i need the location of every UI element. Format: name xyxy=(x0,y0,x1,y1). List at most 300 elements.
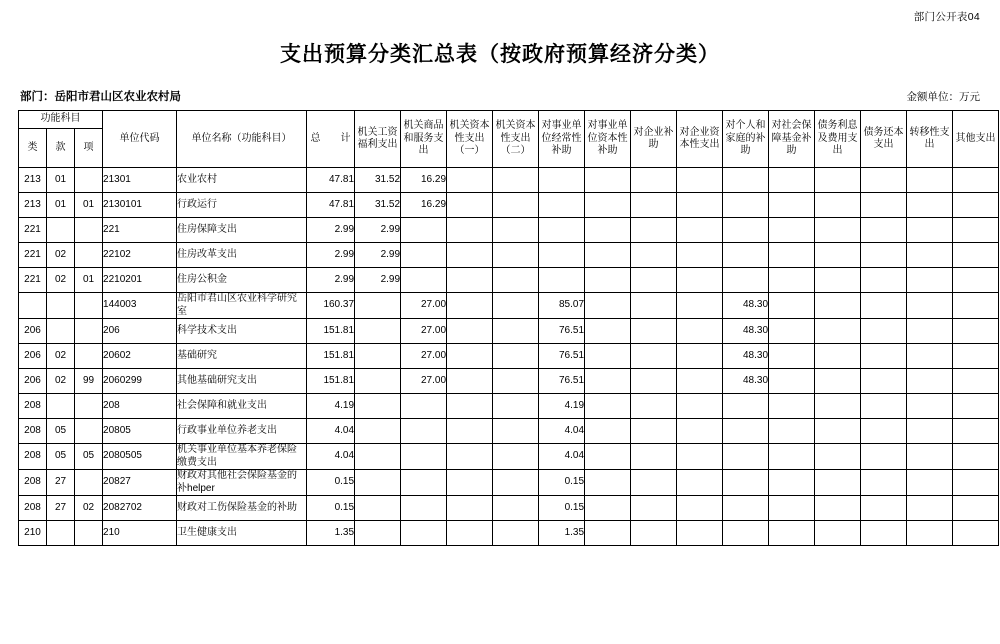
cell-value-8 xyxy=(723,419,769,444)
cell-value-10 xyxy=(815,268,861,293)
cell-value-0 xyxy=(355,444,401,470)
cell-value-6 xyxy=(631,419,677,444)
header-group-functional: 功能科目 xyxy=(19,111,103,129)
cell-value-13 xyxy=(953,419,999,444)
cell-value-3 xyxy=(493,344,539,369)
cell-value-12 xyxy=(907,496,953,521)
header-col-11: 债务还本支出 xyxy=(861,111,907,168)
cell-kuan xyxy=(47,319,75,344)
header-col-5: 对事业单位资本性补助 xyxy=(585,111,631,168)
cell-value-2 xyxy=(447,218,493,243)
cell-value-9 xyxy=(769,168,815,193)
cell-unit-code: 2080505 xyxy=(103,444,177,470)
meta-row xyxy=(18,88,982,104)
table-row xyxy=(19,444,999,470)
cell-total: 47.81 xyxy=(307,193,355,218)
cell-value-3 xyxy=(493,293,539,319)
cell-value-6 xyxy=(631,369,677,394)
cell-unit-code: 208 xyxy=(103,394,177,419)
cell-value-10 xyxy=(815,521,861,546)
cell-lei: 208 xyxy=(19,444,47,470)
cell-xiang xyxy=(75,243,103,268)
cell-value-10 xyxy=(815,419,861,444)
cell-value-11 xyxy=(861,243,907,268)
cell-value-13 xyxy=(953,470,999,496)
cell-xiang xyxy=(75,470,103,496)
cell-lei: 208 xyxy=(19,470,47,496)
cell-value-7 xyxy=(677,444,723,470)
cell-value-7 xyxy=(677,319,723,344)
header-unit-code: 单位代码 xyxy=(103,111,177,168)
cell-unit-name: 社会保障和就业支出 xyxy=(177,394,307,419)
cell-total: 4.04 xyxy=(307,444,355,470)
cell-value-10 xyxy=(815,369,861,394)
cell-value-11 xyxy=(861,344,907,369)
cell-value-10 xyxy=(815,444,861,470)
cell-value-1: 27.00 xyxy=(401,369,447,394)
header-col-6: 对企业补助 xyxy=(631,111,677,168)
cell-lei: 221 xyxy=(19,268,47,293)
cell-xiang xyxy=(75,319,103,344)
cell-value-7 xyxy=(677,470,723,496)
cell-xiang xyxy=(75,521,103,546)
cell-value-11 xyxy=(861,293,907,319)
cell-value-12 xyxy=(907,268,953,293)
cell-kuan: 01 xyxy=(47,168,75,193)
header-col-0: 机关工资福利支出 xyxy=(355,111,401,168)
department-label: 部门：岳阳市君山区农业农村局 xyxy=(20,91,181,103)
cell-lei: 213 xyxy=(19,168,47,193)
cell-value-1: 27.00 xyxy=(401,293,447,319)
cell-lei: 206 xyxy=(19,369,47,394)
cell-unit-code: 20827 xyxy=(103,470,177,496)
cell-value-5 xyxy=(585,268,631,293)
cell-total: 0.15 xyxy=(307,496,355,521)
cell-value-7 xyxy=(677,369,723,394)
cell-value-5 xyxy=(585,344,631,369)
cell-kuan: 27 xyxy=(47,470,75,496)
page-title: 支出预算分类汇总表（按政府预算经济分类） xyxy=(280,43,720,66)
cell-kuan: 02 xyxy=(47,369,75,394)
cell-unit-name: 财政对其他社会保险基金的补helper xyxy=(177,470,307,496)
cell-value-8: 48.30 xyxy=(723,344,769,369)
header-col-10: 债务利息及费用支出 xyxy=(815,111,861,168)
cell-xiang xyxy=(75,218,103,243)
cell-value-2 xyxy=(447,193,493,218)
cell-value-4: 4.19 xyxy=(539,394,585,419)
cell-value-2 xyxy=(447,293,493,319)
cell-value-2 xyxy=(447,319,493,344)
header-total: 总 计 xyxy=(307,111,355,168)
cell-value-8 xyxy=(723,394,769,419)
cell-value-13 xyxy=(953,193,999,218)
cell-total: 151.81 xyxy=(307,344,355,369)
cell-value-9 xyxy=(769,193,815,218)
cell-lei: 221 xyxy=(19,218,47,243)
cell-lei: 208 xyxy=(19,394,47,419)
cell-kuan: 05 xyxy=(47,419,75,444)
cell-value-13 xyxy=(953,369,999,394)
cell-value-3 xyxy=(493,193,539,218)
cell-value-8 xyxy=(723,218,769,243)
cell-value-5 xyxy=(585,496,631,521)
cell-value-3 xyxy=(493,243,539,268)
cell-value-5 xyxy=(585,419,631,444)
cell-total: 4.04 xyxy=(307,419,355,444)
cell-value-12 xyxy=(907,521,953,546)
cell-kuan: 27 xyxy=(47,496,75,521)
cell-value-1 xyxy=(401,243,447,268)
cell-value-4: 4.04 xyxy=(539,419,585,444)
cell-value-11 xyxy=(861,419,907,444)
cell-lei xyxy=(19,293,47,319)
cell-kuan xyxy=(47,293,75,319)
cell-kuan: 02 xyxy=(47,243,75,268)
cell-value-6 xyxy=(631,268,677,293)
cell-value-2 xyxy=(447,444,493,470)
cell-value-13 xyxy=(953,243,999,268)
cell-value-11 xyxy=(861,521,907,546)
cell-value-11 xyxy=(861,168,907,193)
cell-value-12 xyxy=(907,369,953,394)
cell-value-5 xyxy=(585,218,631,243)
cell-value-7 xyxy=(677,419,723,444)
cell-value-2 xyxy=(447,496,493,521)
cell-value-6 xyxy=(631,470,677,496)
cell-value-4: 0.15 xyxy=(539,470,585,496)
cell-value-0: 31.52 xyxy=(355,168,401,193)
cell-value-0 xyxy=(355,496,401,521)
cell-value-0 xyxy=(355,521,401,546)
cell-value-0: 2.99 xyxy=(355,218,401,243)
cell-kuan: 02 xyxy=(47,344,75,369)
header-col-4: 对事业单位经常性补助 xyxy=(539,111,585,168)
cell-total: 1.35 xyxy=(307,521,355,546)
cell-value-0 xyxy=(355,293,401,319)
cell-value-7 xyxy=(677,193,723,218)
cell-value-4 xyxy=(539,243,585,268)
table-row xyxy=(19,268,999,293)
cell-value-12 xyxy=(907,293,953,319)
cell-value-11 xyxy=(861,470,907,496)
cell-value-0: 2.99 xyxy=(355,268,401,293)
cell-value-12 xyxy=(907,193,953,218)
cell-value-1 xyxy=(401,521,447,546)
cell-value-11 xyxy=(861,496,907,521)
cell-value-3 xyxy=(493,168,539,193)
cell-unit-code: 144003 xyxy=(103,293,177,319)
cell-value-8 xyxy=(723,470,769,496)
cell-total: 2.99 xyxy=(307,268,355,293)
cell-kuan xyxy=(47,521,75,546)
cell-value-3 xyxy=(493,521,539,546)
cell-value-5 xyxy=(585,394,631,419)
cell-value-8 xyxy=(723,521,769,546)
cell-value-7 xyxy=(677,268,723,293)
cell-value-11 xyxy=(861,394,907,419)
cell-unit-code: 2130101 xyxy=(103,193,177,218)
cell-unit-name: 住房保障支出 xyxy=(177,218,307,243)
cell-value-0 xyxy=(355,369,401,394)
cell-value-0 xyxy=(355,319,401,344)
cell-value-11 xyxy=(861,369,907,394)
cell-xiang: 02 xyxy=(75,496,103,521)
cell-value-9 xyxy=(769,344,815,369)
cell-value-2 xyxy=(447,268,493,293)
cell-value-8 xyxy=(723,268,769,293)
cell-total: 2.99 xyxy=(307,218,355,243)
cell-value-2 xyxy=(447,419,493,444)
cell-value-5 xyxy=(585,444,631,470)
cell-value-7 xyxy=(677,496,723,521)
cell-value-6 xyxy=(631,243,677,268)
cell-value-2 xyxy=(447,243,493,268)
cell-value-7 xyxy=(677,293,723,319)
cell-xiang xyxy=(75,168,103,193)
cell-value-0: 2.99 xyxy=(355,243,401,268)
table-row xyxy=(19,293,999,319)
cell-value-4 xyxy=(539,268,585,293)
cell-kuan xyxy=(47,394,75,419)
header-kuan: 款 xyxy=(47,129,75,168)
table-row xyxy=(19,521,999,546)
cell-value-9 xyxy=(769,293,815,319)
cell-kuan: 02 xyxy=(47,268,75,293)
cell-value-9 xyxy=(769,470,815,496)
cell-value-8: 48.30 xyxy=(723,319,769,344)
table-row xyxy=(19,369,999,394)
cell-value-7 xyxy=(677,243,723,268)
cell-value-9 xyxy=(769,319,815,344)
cell-value-11 xyxy=(861,319,907,344)
table-row xyxy=(19,218,999,243)
cell-unit-code: 21301 xyxy=(103,168,177,193)
cell-value-7 xyxy=(677,394,723,419)
cell-value-1 xyxy=(401,496,447,521)
cell-value-6 xyxy=(631,193,677,218)
cell-value-13 xyxy=(953,344,999,369)
cell-value-12 xyxy=(907,168,953,193)
cell-value-9 xyxy=(769,243,815,268)
cell-value-3 xyxy=(493,444,539,470)
cell-value-1: 16.29 xyxy=(401,168,447,193)
cell-value-3 xyxy=(493,319,539,344)
header-col-3: 机关资本性支出（二） xyxy=(493,111,539,168)
cell-lei: 208 xyxy=(19,419,47,444)
cell-value-8 xyxy=(723,444,769,470)
cell-value-8 xyxy=(723,496,769,521)
cell-unit-name: 财政对工伤保险基金的补助 xyxy=(177,496,307,521)
header-col-2: 机关资本性支出（一） xyxy=(447,111,493,168)
cell-value-3 xyxy=(493,218,539,243)
cell-value-12 xyxy=(907,218,953,243)
cell-value-4 xyxy=(539,218,585,243)
cell-value-3 xyxy=(493,496,539,521)
cell-value-7 xyxy=(677,521,723,546)
header-lei: 类 xyxy=(19,129,47,168)
table-row xyxy=(19,319,999,344)
cell-value-11 xyxy=(861,218,907,243)
cell-lei: 210 xyxy=(19,521,47,546)
cell-value-4: 4.04 xyxy=(539,444,585,470)
cell-value-13 xyxy=(953,444,999,470)
cell-value-2 xyxy=(447,470,493,496)
cell-unit-code: 221 xyxy=(103,218,177,243)
cell-unit-name: 岳阳市君山区农业科学研究室 xyxy=(177,293,307,319)
cell-xiang: 99 xyxy=(75,369,103,394)
cell-value-0 xyxy=(355,419,401,444)
cell-value-5 xyxy=(585,168,631,193)
cell-value-10 xyxy=(815,319,861,344)
cell-total: 47.81 xyxy=(307,168,355,193)
cell-xiang xyxy=(75,293,103,319)
cell-value-2 xyxy=(447,394,493,419)
cell-value-13 xyxy=(953,168,999,193)
cell-value-0 xyxy=(355,394,401,419)
cell-unit-name: 行政事业单位养老支出 xyxy=(177,419,307,444)
cell-value-4 xyxy=(539,193,585,218)
cell-value-8 xyxy=(723,168,769,193)
table-row xyxy=(19,394,999,419)
cell-value-6 xyxy=(631,521,677,546)
currency-unit-label: 金额单位：万元 xyxy=(906,91,980,103)
header-xiang: 项 xyxy=(75,129,103,168)
cell-unit-code: 20805 xyxy=(103,419,177,444)
cell-value-1 xyxy=(401,394,447,419)
cell-value-1 xyxy=(401,470,447,496)
cell-unit-code: 210 xyxy=(103,521,177,546)
cell-value-10 xyxy=(815,243,861,268)
cell-value-9 xyxy=(769,496,815,521)
cell-value-10 xyxy=(815,168,861,193)
cell-lei: 206 xyxy=(19,344,47,369)
cell-value-13 xyxy=(953,218,999,243)
cell-xiang: 05 xyxy=(75,444,103,470)
cell-unit-code: 2082702 xyxy=(103,496,177,521)
cell-unit-name: 基础研究 xyxy=(177,344,307,369)
document-page xyxy=(0,9,1000,644)
cell-value-11 xyxy=(861,193,907,218)
cell-xiang xyxy=(75,394,103,419)
cell-unit-code: 2210201 xyxy=(103,268,177,293)
cell-lei: 208 xyxy=(19,496,47,521)
cell-value-10 xyxy=(815,193,861,218)
table-row xyxy=(19,243,999,268)
table-row xyxy=(19,496,999,521)
cell-value-7 xyxy=(677,218,723,243)
cell-value-4: 85.07 xyxy=(539,293,585,319)
table-row xyxy=(19,470,999,496)
cell-unit-name: 机关事业单位基本养老保险缴费支出 xyxy=(177,444,307,470)
cell-value-3 xyxy=(493,394,539,419)
cell-value-5 xyxy=(585,193,631,218)
cell-value-12 xyxy=(907,319,953,344)
cell-value-8: 48.30 xyxy=(723,369,769,394)
header-col-8: 对个人和家庭的补助 xyxy=(723,111,769,168)
cell-value-8 xyxy=(723,243,769,268)
cell-total: 4.19 xyxy=(307,394,355,419)
cell-value-6 xyxy=(631,394,677,419)
cell-value-6 xyxy=(631,444,677,470)
cell-value-10 xyxy=(815,218,861,243)
cell-value-9 xyxy=(769,521,815,546)
cell-lei: 206 xyxy=(19,319,47,344)
table-header xyxy=(19,111,999,168)
cell-value-0 xyxy=(355,470,401,496)
cell-value-12 xyxy=(907,243,953,268)
cell-value-1 xyxy=(401,218,447,243)
cell-value-13 xyxy=(953,268,999,293)
cell-value-12 xyxy=(907,444,953,470)
cell-value-13 xyxy=(953,521,999,546)
cell-value-9 xyxy=(769,218,815,243)
cell-kuan: 05 xyxy=(47,444,75,470)
cell-value-6 xyxy=(631,168,677,193)
header-col-12: 转移性支出 xyxy=(907,111,953,168)
cell-lei: 213 xyxy=(19,193,47,218)
cell-value-2 xyxy=(447,521,493,546)
cell-value-0 xyxy=(355,344,401,369)
cell-value-5 xyxy=(585,243,631,268)
cell-value-6 xyxy=(631,319,677,344)
cell-value-1 xyxy=(401,268,447,293)
cell-value-11 xyxy=(861,268,907,293)
cell-value-13 xyxy=(953,293,999,319)
cell-value-5 xyxy=(585,470,631,496)
table-row xyxy=(19,168,999,193)
cell-value-6 xyxy=(631,293,677,319)
cell-value-12 xyxy=(907,344,953,369)
cell-value-7 xyxy=(677,344,723,369)
cell-value-4: 76.51 xyxy=(539,319,585,344)
cell-value-7 xyxy=(677,168,723,193)
cell-value-12 xyxy=(907,470,953,496)
cell-value-4: 1.35 xyxy=(539,521,585,546)
cell-lei: 221 xyxy=(19,243,47,268)
table-body xyxy=(19,168,999,546)
cell-value-10 xyxy=(815,394,861,419)
cell-value-2 xyxy=(447,168,493,193)
cell-value-4: 76.51 xyxy=(539,344,585,369)
cell-value-5 xyxy=(585,369,631,394)
cell-value-2 xyxy=(447,369,493,394)
cell-kuan xyxy=(47,218,75,243)
cell-value-5 xyxy=(585,293,631,319)
table-row xyxy=(19,344,999,369)
cell-value-10 xyxy=(815,470,861,496)
cell-xiang: 01 xyxy=(75,193,103,218)
cell-value-5 xyxy=(585,319,631,344)
cell-unit-name: 其他基础研究支出 xyxy=(177,369,307,394)
cell-value-10 xyxy=(815,344,861,369)
cell-value-13 xyxy=(953,496,999,521)
cell-xiang xyxy=(75,344,103,369)
cell-unit-name: 住房改革支出 xyxy=(177,243,307,268)
cell-value-4: 0.15 xyxy=(539,496,585,521)
table-row xyxy=(19,419,999,444)
cell-value-10 xyxy=(815,293,861,319)
header-col-1: 机关商品和服务支出 xyxy=(401,111,447,168)
cell-value-3 xyxy=(493,470,539,496)
cell-value-9 xyxy=(769,444,815,470)
cell-value-11 xyxy=(861,444,907,470)
cell-value-6 xyxy=(631,218,677,243)
form-code: 部门公开表04 xyxy=(913,11,980,23)
cell-value-13 xyxy=(953,319,999,344)
cell-unit-name: 农业农村 xyxy=(177,168,307,193)
header-unit-name: 单位名称（功能科目） xyxy=(177,111,307,168)
cell-value-9 xyxy=(769,419,815,444)
